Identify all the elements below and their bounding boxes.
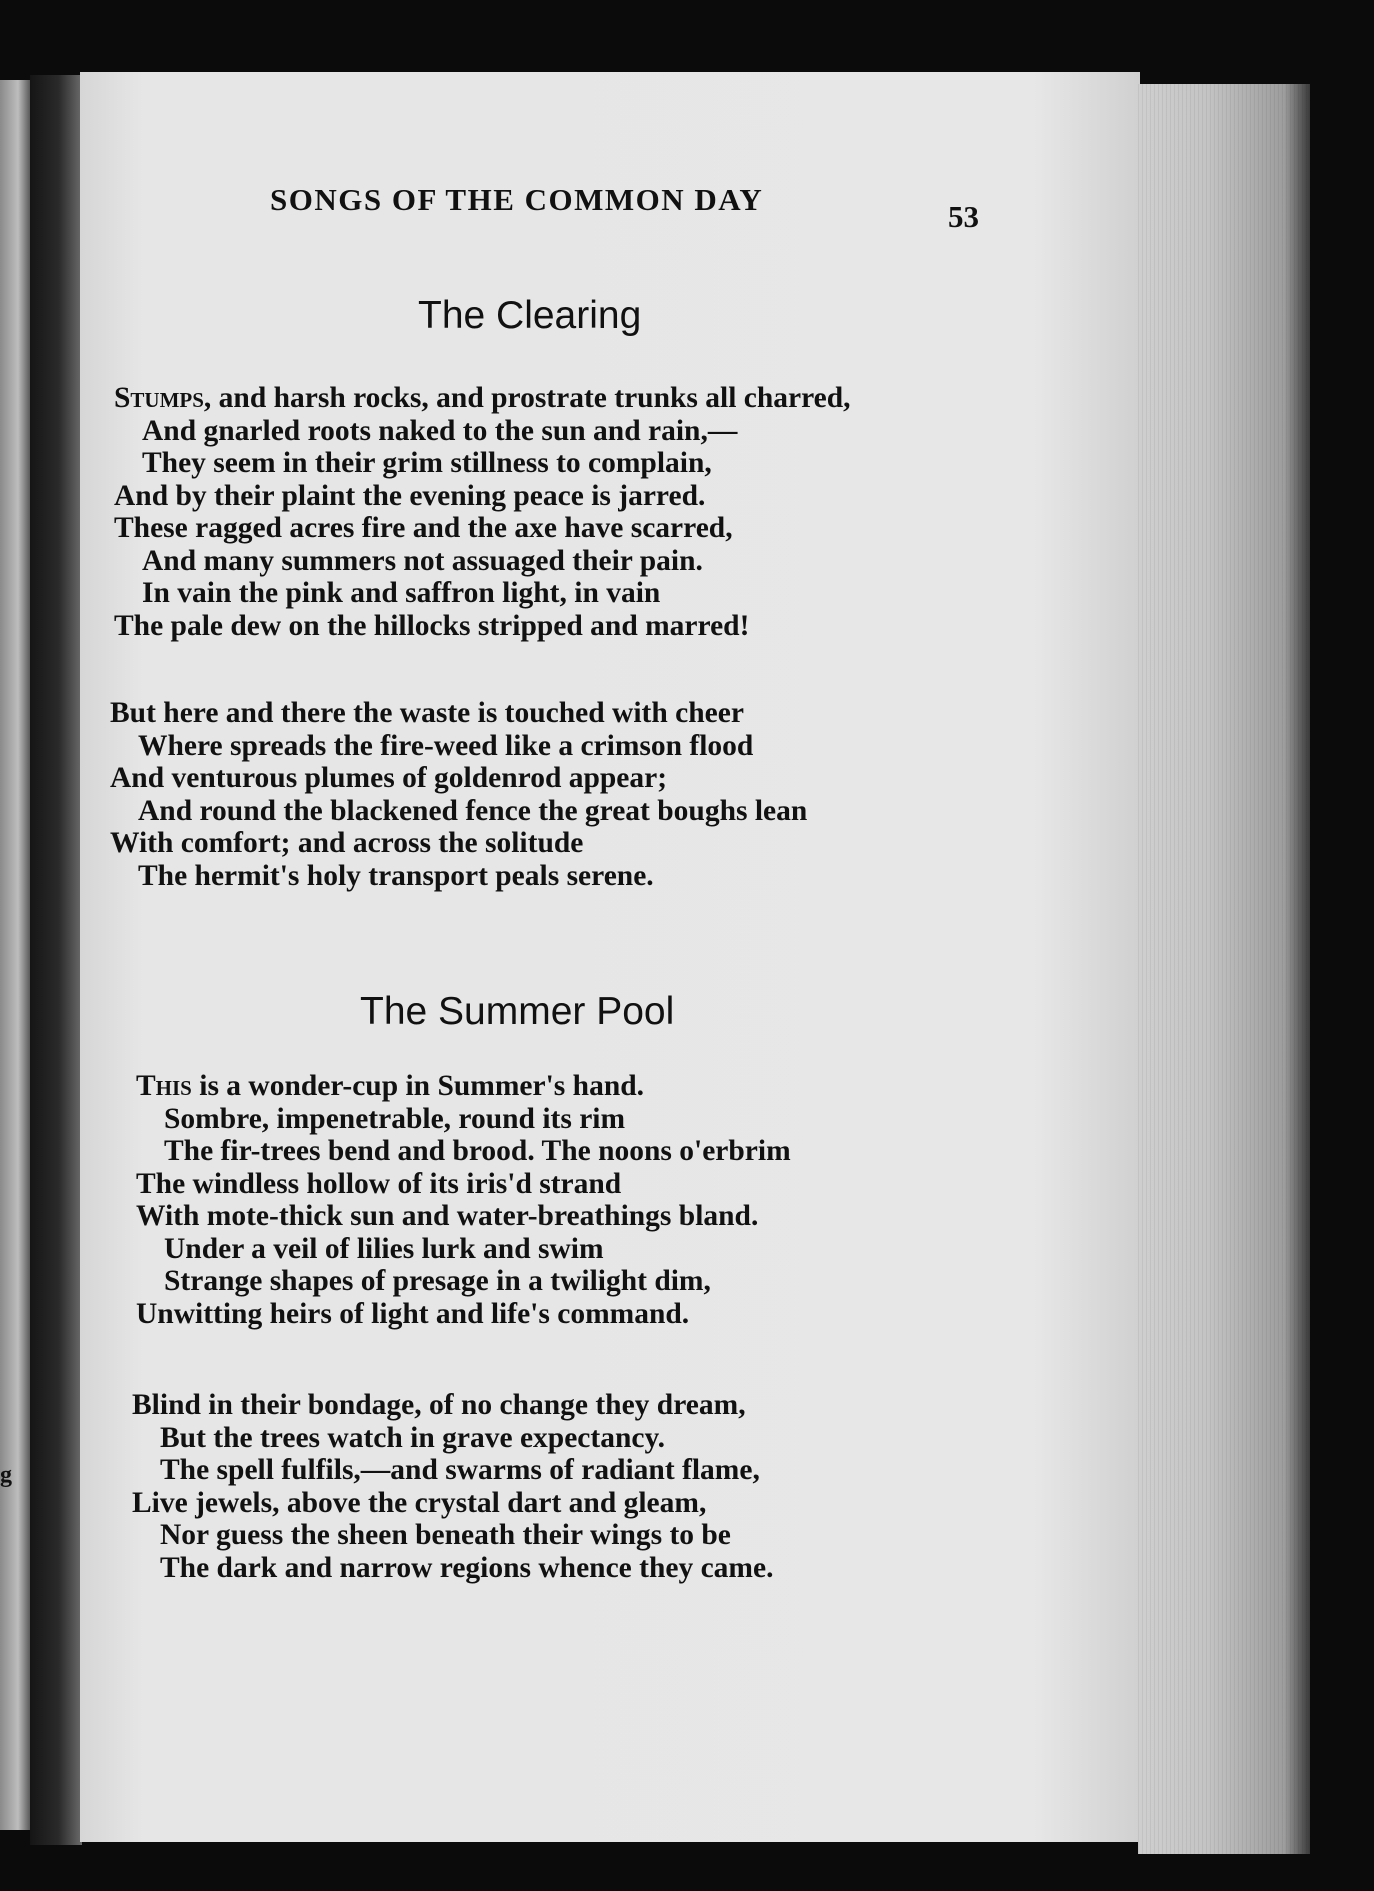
poem-line: Nor guess the sheen beneath their wings to be (160, 1519, 731, 1551)
poem-line: With comfort; and across the solitude (110, 827, 584, 859)
poem-line: Where spreads the fire-weed like a crimson flood (138, 729, 754, 762)
poem-line (114, 382, 851, 415)
poem-line: The windless hollow of its iris'd strand (136, 1167, 622, 1200)
poem-line: And many summers not assuaged their pain. (142, 544, 703, 577)
poem-line: With mote-thick sun and water-breathings bland. (136, 1200, 759, 1232)
poem-line: And gnarled roots naked to the sun and rain,— (142, 414, 738, 447)
poem-line: The fir-trees bend and brood. The noons o'erbrim (164, 1135, 791, 1167)
poem-line: The pale dew on the hillocks stripped and marred! (114, 609, 750, 642)
stanza-clearing-1 (114, 382, 851, 642)
stanza-summer-pool-1 (136, 1070, 791, 1330)
line-lead-word: This (136, 1070, 192, 1102)
poem-line: And round the blackened fence the great boughs lean (138, 794, 808, 827)
margin-mark: g (0, 1462, 12, 1488)
poem-line: Sombre, impenetrable, round its rim (164, 1102, 626, 1135)
poem-line: Blind in their bondage, of no change they dream, (132, 1389, 746, 1421)
poem-line: The hermit's holy transport peals serene. (138, 859, 654, 892)
poem-line: And by their plaint the evening peace is jarred. (114, 479, 706, 512)
line-text: is a wonder-cup in Summer's hand. (191, 1070, 645, 1102)
poem-line: But here and there the waste is touched with cheer (110, 697, 744, 729)
poem-line: But the trees watch in grave expectancy. (160, 1421, 665, 1454)
poem-line: Live jewels, above the crystal dart and gleam, (132, 1486, 707, 1519)
book-gutter (30, 75, 82, 1845)
poem-title-the-summer-pool: The Summer Pool (360, 990, 675, 1033)
poem-title-the-clearing: The Clearing (418, 294, 642, 337)
poem-line: In vain the pink and saffron light, in vain (142, 577, 661, 609)
stanza-summer-pool-2 (132, 1389, 773, 1584)
poem-line: Under a veil of lilies lurk and swim (164, 1232, 604, 1265)
line-lead-word: Stumps (114, 382, 204, 414)
page-number: 53 (948, 199, 979, 234)
page-edges (1138, 84, 1310, 1854)
poem-line: The dark and narrow regions whence they came. (160, 1551, 774, 1584)
page-content (80, 72, 1140, 1842)
poem-line: These ragged acres fire and the axe have scarred, (114, 512, 733, 544)
poem-line: The spell fulfils,—and swarms of radiant flame, (160, 1454, 760, 1486)
poem-line: And venturous plumes of goldenrod appear; (110, 762, 668, 794)
poem-line (136, 1070, 791, 1103)
poem-line: Strange shapes of presage in a twilight dim, (164, 1265, 711, 1297)
line-text: , and harsh rocks, and prostrate trunks all charred, (203, 382, 851, 414)
running-head: SONGS OF THE COMMON DAY (270, 182, 764, 217)
stanza-clearing-2 (110, 697, 807, 892)
poem-line: They seem in their grim stillness to complain, (142, 447, 712, 479)
facing-page-edge (0, 80, 30, 1830)
poem-line: Unwitting heirs of light and life's command. (136, 1297, 690, 1330)
